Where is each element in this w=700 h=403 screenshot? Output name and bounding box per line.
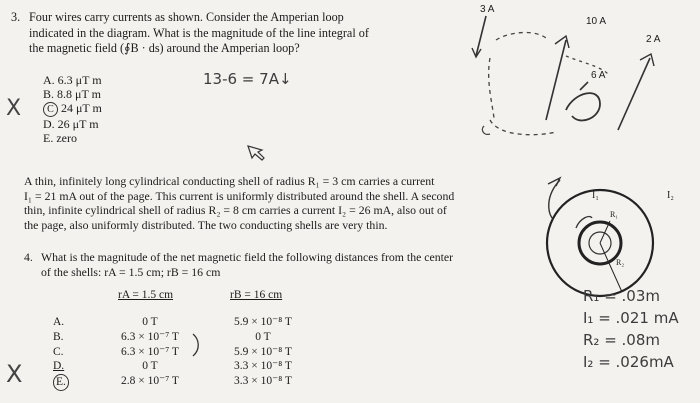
option-letter: A. [43, 73, 55, 87]
table-cell: 5.9 × 10⁻⁸ T [234, 316, 292, 328]
q3-wrong-mark: X [6, 96, 22, 121]
q4-line1: What is the magnitude of the net magnetic field the following distances from the center [41, 250, 454, 264]
shell-line2: I₁ = 21 mA out of the page. This current is uniformly distributed around the shell. A second [24, 188, 455, 203]
label-3a: 3 A [480, 4, 495, 15]
q4-line2: of the shells: rA = 1.5 cm; rB = 16 cm [41, 264, 221, 279]
table-cell: 2.8 × 10⁻⁷ T [121, 375, 179, 388]
q4-col-b-header: rB = 16 cm [230, 289, 283, 301]
shell-label-r2: R₂ [616, 258, 625, 267]
table-cell: 6.3 × 10⁻⁷ T [121, 330, 179, 343]
label-6a: 6 A [591, 70, 606, 81]
shell-notes [583, 285, 679, 373]
table-cell: 3.3 × 10⁻⁸ T [234, 360, 292, 373]
option-letter: E. [43, 131, 54, 145]
q4-wrong-mark: X [6, 360, 23, 388]
option-text: zero [56, 131, 77, 145]
label-2a: 2 A [646, 34, 661, 45]
table-cell: 3.3 × 10⁻⁸ T [234, 375, 292, 388]
q3-number: 3. [11, 10, 21, 24]
q3-handwritten-calc: 13-6 = 7A↓ [203, 70, 292, 88]
shell-label-i1: I₁ [592, 190, 599, 201]
label-10a: 10 A [586, 16, 607, 27]
q4-number: 4. [24, 250, 33, 264]
note-r2: R₂ = .08m [583, 331, 661, 349]
shell-line3: thin, infinite cylindrical shell of radius R₂ = 8 cm carries a current I₂ = 26 mA, also out of [24, 203, 447, 218]
table-cell: 0 T [255, 330, 271, 343]
q3-line1: Four wires carry currents as shown. Consider the Amperian loop [29, 10, 344, 24]
option-letter: B. [43, 87, 55, 101]
shell-label-r1: R₁ [610, 210, 619, 219]
option-text: 24 μT m [61, 101, 102, 115]
option-letter: C [43, 102, 58, 117]
option-text: 6.3 μT m [57, 73, 102, 87]
table-cell: 0 T [142, 316, 158, 328]
note-i2: I₂ = .026mA [583, 353, 674, 371]
option-text: 26 μT m [57, 117, 99, 131]
q4-option-letter-a[interactable]: A. [53, 316, 65, 328]
option-letter: D. [43, 117, 55, 131]
q4-option-letter-b[interactable]: B. [53, 330, 64, 343]
note-i1: I₁ = .021 mA [583, 309, 679, 327]
table-cell: 5.9 × 10⁻⁸ T [234, 345, 292, 358]
table-cell: 6.3 × 10⁻⁷ T [121, 345, 179, 358]
note-r1: R₁ = .03m [583, 287, 661, 305]
shell-label-i2: I₂ [667, 190, 674, 201]
option-text: 8.8 μT m [57, 87, 101, 101]
q4-option-letter-d[interactable]: D. [53, 360, 65, 373]
q4-col-a-header: rA = 1.5 cm [118, 289, 174, 301]
q4-option-letter-c[interactable]: C. [53, 345, 64, 358]
q3-line3: the magnetic field (∮B · ds) around the Amperian loop? [29, 41, 300, 55]
q3-line2: indicated in the diagram. What is the magnitude of the line integral of [29, 25, 369, 40]
shell-line1: A thin, infinitely long cylindrical conducting shell of radius R₁ = 3 cm carries a current [24, 174, 435, 188]
shell-line4: the page, also uniformly distributed. The two conducting shells are very thin. [24, 218, 388, 233]
q4-option-letter-e[interactable]: E. [53, 374, 69, 391]
table-cell: 0 T [142, 360, 158, 373]
